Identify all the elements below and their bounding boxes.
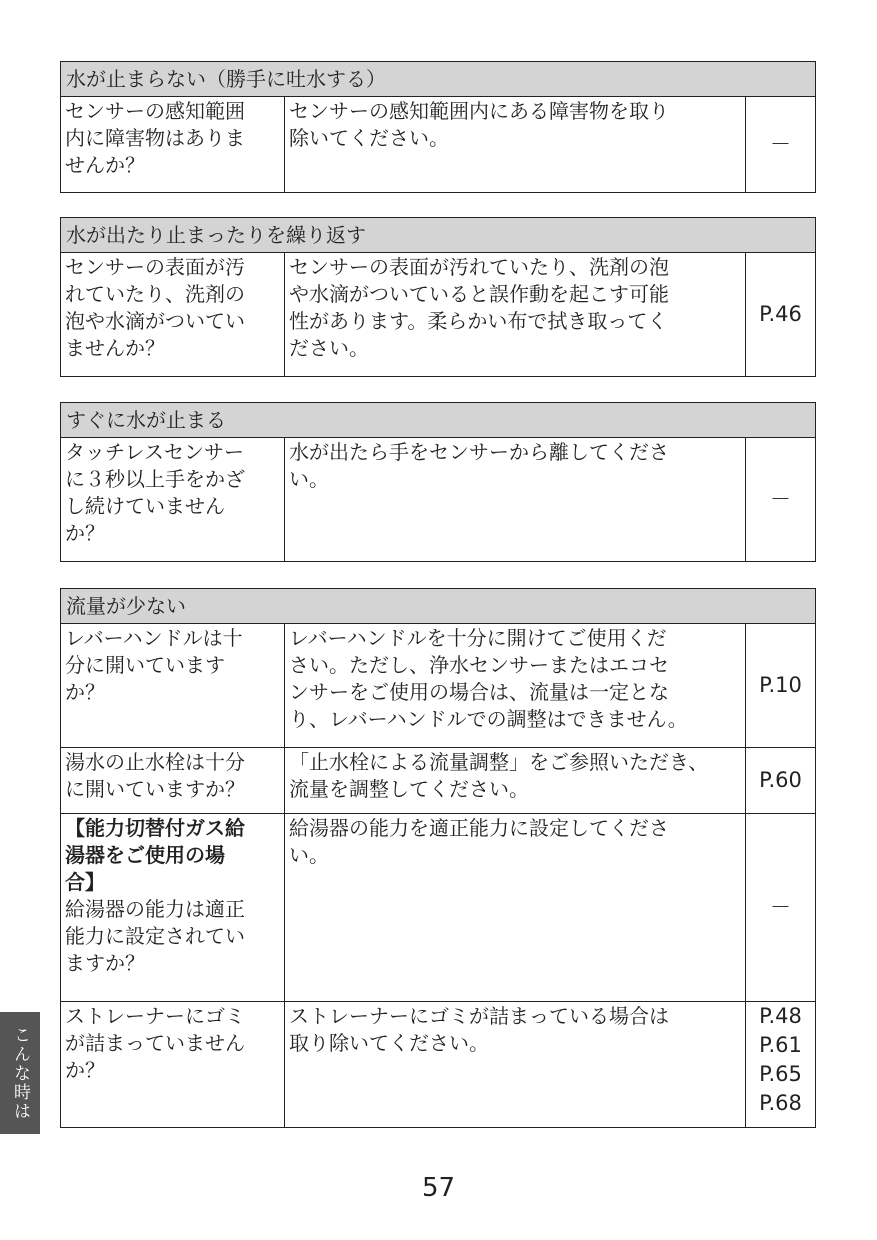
reference-cell: － — [746, 438, 816, 562]
troubleshoot-section-water-wont-stop — [60, 61, 816, 193]
remedy-cell: 「止水栓による流量調整」をご参照いただき、 流量を調整してください。 — [285, 748, 746, 814]
table-row — [61, 624, 816, 748]
cause-cell: センサーの感知範囲 内に障害物はありま せんか？ — [61, 97, 285, 193]
remedy-cell: 給湯器の能力を適正能力に設定してくださ い。 — [285, 814, 746, 1002]
cause-cell: センサーの表面が汚 れていたり、洗剤の 泡や水滴がついてい ませんか？ — [61, 253, 285, 377]
remedy-cell: センサーの表面が汚れていたり、洗剤の泡 や水滴がついていると誤作動を起こす可能 性があります。柔らかい布で拭き取ってく ださい。 — [285, 253, 746, 377]
page-number: 57 — [421, 1173, 456, 1203]
reference-cell: － — [746, 814, 816, 1002]
chapter-side-tab: こんな時は — [0, 1012, 40, 1134]
table-row — [61, 748, 816, 814]
cause-condition-bold: 【能力切替付ガス給 湯器をご使用の場 合】 — [65, 816, 245, 894]
remedy-cell: レバーハンドルを十分に開けてご使用くだ さい。ただし、浄水センサーまたはエコセ ンサーをご使用の場合は、流量は一定とな り、レバーハンドルでの調整はできません。 — [285, 624, 746, 748]
cause-cell: レバーハンドルは十 分に開いています か？ — [61, 624, 285, 748]
troubleshoot-section-water-stops-soon — [60, 402, 816, 562]
reference-cell: － — [746, 97, 816, 193]
remedy-cell: 水が出たら手をセンサーから離してくださ い。 — [285, 438, 746, 562]
table-row — [61, 814, 816, 1002]
reference-cell: P.48 P.61 P.65 P.68 — [746, 1002, 816, 1128]
cause-cell — [61, 814, 285, 1002]
cause-cell: ストレーナーにゴミ が詰まっていません か？ — [61, 1002, 285, 1128]
troubleshoot-section-low-flow — [60, 588, 816, 1128]
remedy-cell: ストレーナーにゴミが詰まっている場合は 取り除いてください。 — [285, 1002, 746, 1128]
table-row — [61, 1002, 816, 1128]
remedy-cell: センサーの感知範囲内にある障害物を取り 除いてください。 — [285, 97, 746, 193]
cause-cell: タッチレスセンサー に３秒以上手をかざ し続けていません か？ — [61, 438, 285, 562]
table-row — [61, 253, 816, 377]
section-title: 水が出たり止まったりを繰り返す — [61, 218, 816, 253]
section-title: すぐに水が止まる — [61, 403, 816, 438]
troubleshoot-section-water-on-off — [60, 217, 816, 377]
table-row — [61, 97, 816, 193]
cause-cell: 湯水の止水栓は十分 に開いていますか？ — [61, 748, 285, 814]
section-title: 流量が少ない — [61, 589, 816, 624]
cause-text: 給湯器の能力は適正 能力に設定されてい ますか？ — [65, 897, 245, 975]
section-title: 水が止まらない（勝手に吐水する） — [61, 62, 816, 97]
reference-cell: P.60 — [746, 748, 816, 814]
reference-cell: P.46 — [746, 253, 816, 377]
reference-cell: P.10 — [746, 624, 816, 748]
table-row — [61, 438, 816, 562]
